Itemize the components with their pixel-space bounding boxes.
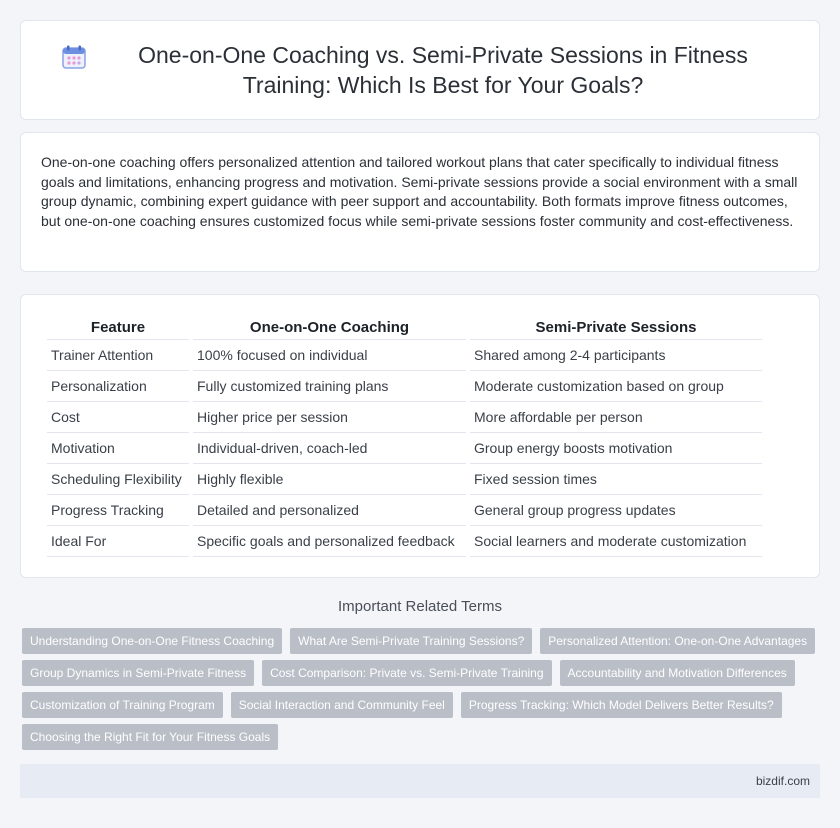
related-term-tag[interactable]: Progress Tracking: Which Model Delivers Better Results? <box>461 692 782 718</box>
semi-private-cell: Shared among 2-4 participants <box>470 342 762 371</box>
page-title: One-on-One Coaching vs. Semi-Private Sessions in Fitness Training: Which Is Best for Your Goals? <box>138 42 748 98</box>
semi-private-cell: More affordable per person <box>470 404 762 433</box>
intro-paragraph: One-on-one coaching offers personalized attention and tailored workout plans that cater specifically to individual fitness goals and limitations, enhancing progress and motivation. Semi-private sessions provide a social environment with a small group dynamic, combining expert guidance with peer support and accountability. Both formats improve fitness outcomes, but one-on-one coaching ensures customized focus while semi-private sessions foster community and cost-effectiveness. <box>41 154 798 229</box>
related-term-tag[interactable]: Cost Comparison: Private vs. Semi-Private Training <box>262 660 551 686</box>
feature-cell: Ideal For <box>47 528 189 557</box>
table-row <box>47 497 762 526</box>
calendar-icon <box>61 44 87 70</box>
table-row <box>47 435 762 464</box>
feature-cell: Motivation <box>47 435 189 464</box>
semi-private-cell: General group progress updates <box>470 497 762 526</box>
one-on-one-cell: 100% focused on individual <box>193 342 466 371</box>
one-on-one-cell: Fully customized training plans <box>193 373 466 402</box>
related-term-tag[interactable]: Understanding One-on-One Fitness Coaching <box>22 628 282 654</box>
related-term-tag[interactable]: Accountability and Motivation Differences <box>560 660 795 686</box>
feature-cell: Scheduling Flexibility <box>47 466 189 495</box>
table-row <box>47 466 762 495</box>
header-semi-private: Semi-Private Sessions <box>470 317 762 340</box>
header-feature: Feature <box>47 317 189 340</box>
table-row <box>47 528 762 557</box>
table-row <box>47 404 762 433</box>
semi-private-cell: Social learners and moderate customization <box>470 528 762 557</box>
related-term-tag[interactable]: What Are Semi-Private Training Sessions? <box>290 628 532 654</box>
table-row <box>47 342 762 371</box>
one-on-one-cell: Detailed and personalized <box>193 497 466 526</box>
related-terms-tags <box>22 628 822 750</box>
intro-card <box>20 132 820 272</box>
one-on-one-cell: Highly flexible <box>193 466 466 495</box>
related-terms-heading: Important Related Terms <box>338 598 502 615</box>
related-term-tag[interactable]: Social Interaction and Community Feel <box>231 692 453 718</box>
one-on-one-cell: Specific goals and personalized feedback <box>193 528 466 557</box>
feature-cell: Trainer Attention <box>47 342 189 371</box>
site-credit: bizdif.com <box>755 774 810 788</box>
semi-private-cell: Group energy boosts motivation <box>470 435 762 464</box>
footer <box>20 764 820 798</box>
header-card <box>20 20 820 120</box>
feature-cell: Progress Tracking <box>47 497 189 526</box>
feature-cell: Personalization <box>47 373 189 402</box>
related-term-tag[interactable]: Personalized Attention: One-on-One Advantages <box>540 628 815 654</box>
one-on-one-cell: Higher price per session <box>193 404 466 433</box>
feature-cell: Cost <box>47 404 189 433</box>
header-one-on-one: One-on-One Coaching <box>193 317 466 340</box>
comparison-table <box>43 315 766 559</box>
title-wrap <box>21 40 819 100</box>
comparison-table-card <box>20 294 820 578</box>
related-term-tag[interactable]: Customization of Training Program <box>22 692 223 718</box>
semi-private-cell: Fixed session times <box>470 466 762 495</box>
related-term-tag[interactable]: Group Dynamics in Semi-Private Fitness <box>22 660 254 686</box>
semi-private-cell: Moderate customization based on group <box>470 373 762 402</box>
table-header-row <box>47 317 762 340</box>
table-row <box>47 373 762 402</box>
one-on-one-cell: Individual-driven, coach-led <box>193 435 466 464</box>
related-term-tag[interactable]: Choosing the Right Fit for Your Fitness Goals <box>22 724 278 750</box>
